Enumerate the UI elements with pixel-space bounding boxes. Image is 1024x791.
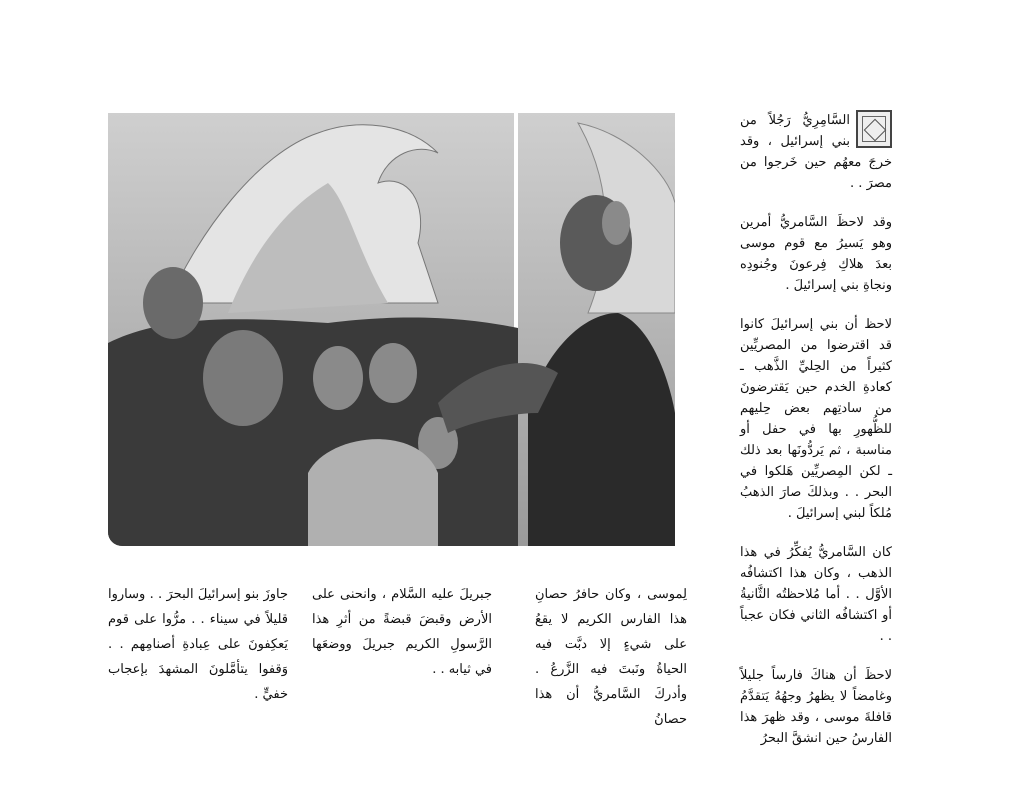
story-illustration — [108, 113, 675, 546]
paragraph-5: لاحظَ أن هناكَ فارساً جليلاً وغامضاً لا يظهرُ وجهُهُ يَتقدَّمُ قافلةَ موسى ، وقد ظهرَ هذا الفارسُ حين انشقَّ البحرُ — [740, 668, 892, 746]
paragraph-1-text: السَّامِرِيُّ رَجُلاً من بني إسرائيل ، وقد خرجَ معهُم حين خَرجوا من مصرَ . . — [740, 113, 892, 191]
bottom-column-1: لِموسى ، وكان حافرُ حصانِ هذا الفارس الكريم لا يقعُ على شيءٍ إلا دبَّت فيه الحياةُ ونَبتَ فيه الزَّرعُ . وأدركَ السَّامريُّ أن هذا حصانُ — [535, 587, 687, 727]
paragraph-2: وقد لاحظَ السَّامريُّ أمرين وهو يَسيرُ مع قوم موسى بعدَ هلاكِ فِرعونَ وجُنودِه ونجاةِ بني إسرائيلَ . — [740, 215, 892, 293]
paragraph-4: كان السَّامريُّ يُفكِّرُ في هذا الذهب ، وكان هذا اكتشافُه الأوَّل . . أما مُلاحظتُه الثَّانيةُ أو اكتشافُه الثاني فكان عجباً . . — [740, 545, 892, 644]
bottom-column-2: جبريلَ عليه السَّلام ، وانحنى على الأرض وقبضَ قبضةً من أثرِ هذا الرَّسولِ الكريم جبريلَ ووضعَها في ثيابه . . — [312, 587, 492, 677]
paragraph-1 — [740, 110, 892, 194]
bottom-column-3: جاوزَ بنو إسرائيلَ البحرَ . . وساروا قليلاً في سيناء . . مرُّوا على قوم يَعكِفونَ على عِبادةِ أصنامِهم . . وَقفوا يتأمَّلونَ المشهدَ بإعجاب خفيٍّ . — [108, 587, 288, 702]
ornamental-frame-icon — [856, 110, 892, 148]
paragraph-3: لاحظ أن بني إسرائيلَ كانوا قد اقترضوا من المصريِّين كثيراً من الحِليِّ الذَّهب ـ كعادةِ الخدم حين يَقترضونَ من سادتِهم بعض حِليهم للظُّهورِ بها في حفل أو مناسبة ، ثم يَردُّونَها بعد ذلك ـ لكن المِصريِّين هَلكوا في البحر . . وبذلكَ صارَ الذهبُ مُلكاً لبني إسرائيلَ . — [740, 317, 892, 521]
right-text-column — [740, 110, 892, 767]
illustration-art — [108, 113, 675, 546]
